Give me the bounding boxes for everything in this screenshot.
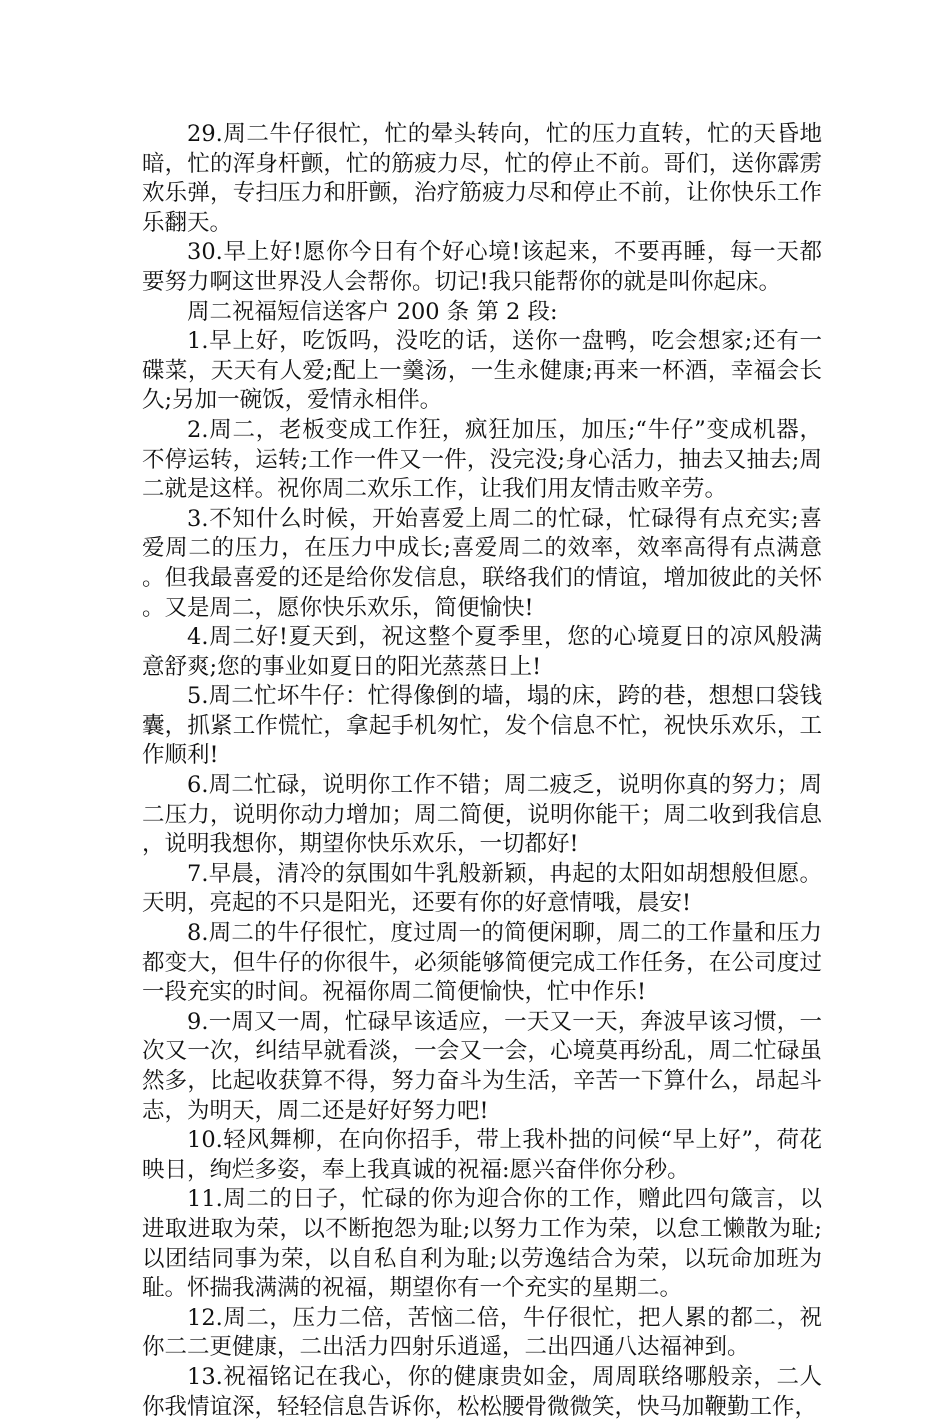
paragraph-item-30: 30.早上好!愿你今日有个好心境!该起来，不要再睡，每一天都要努力啊这世界没人会帮你。切记!我只能帮你的就是叫你起床。	[142, 239, 822, 295]
paragraph-item-6: 6.周二忙碌，说明你工作不错；周二疲乏，说明你真的努力；周二压力，说明你动力增加；周二简便，说明你能干；周二收到我信息，说明我想你，期望你快乐欢乐，一切都好!	[142, 772, 822, 858]
paragraph-item-12: 12.周二，压力二倍，苦恼二倍，牛仔很忙，把人累的都二，祝你二二更健康，二出活力四射乐逍遥，二出四通八达福神到。	[142, 1304, 822, 1361]
paragraph-item-7: 7.早晨，清冷的氛围如牛乳般新颖，冉起的太阳如胡想般但愿。天明，亮起的不只是阳光，还要有你的好意情哦，晨安!	[142, 860, 822, 917]
paragraph-item-13: 13.祝福铭记在我心，你的健康贵如金，周周联络哪般亲，二人你我情谊深，轻轻信息告诉你，松松腰骨微微笑，快马加鞭勤工作，	[142, 1363, 822, 1420]
paragraph-item-11: 11.周二的日子，忙碌的你为迎合你的工作，赠此四句箴言，以进取进取为荣，以不断抱怨为耻;以努力工作为荣，以怠工懒散为耻;以团结同事为荣，以自私自利为耻;以劳逸结合为荣，以玩命加班为耻。怀揣我满满的祝福，期望你有一个充实的星期二。	[142, 1186, 822, 1302]
paragraph-item-29: 29.周二牛仔很忙，忙的晕头转向，忙的压力直转，忙的天昏地暗，忙的浑身杆颤，忙的筋疲力尽，忙的停止不前。哥们，送你霹雳欢乐弹，专扫压力和肝颤，治疗筋疲力尽和停止不前，让你快乐工作乐翻天。	[142, 121, 822, 236]
paragraph-item-3: 3.不知什么时候，开始喜爱上周二的忙碌，忙碌得有点充实;喜爱周二的压力，在压力中成长;喜爱周二的效率，效率高得有点满意。但我最喜爱的还是给你发信息，联络我们的情谊，增加彼此的关怀。又是周二，愿你快乐欢乐，简便愉快!	[142, 505, 822, 621]
section-heading: 周二祝福短信送客户 200 条 第 2 段:	[187, 298, 558, 325]
paragraph-item-2: 2.周二，老板变成工作狂，疯狂加压，加压;“牛仔”变成机器，不停运转，运转;工作一件又一件，没完没;身心活力，抽去又抽去;周二就是这样。祝你周二欢乐工作，让我们用友情击败辛劳。	[142, 416, 822, 503]
paragraph-item-4: 4.周二好!夏天到，祝这整个夏季里，您的心境夏日的凉风般满意舒爽;您的事业如夏日的阳光蒸蒸日上!	[142, 624, 822, 680]
paragraph-item-5: 5.周二忙坏牛仔：忙得像倒的墙，塌的床，跨的巷，想想口袋钱囊，抓紧工作慌忙，拿起手机匆忙，发个信息不忙，祝快乐欢乐，工作顺利!	[142, 683, 822, 769]
paragraph-item-9: 9.一周又一周，忙碌早该适应，一天又一天，奔波早该习惯，一次又一次，纠结早就看淡，一会又一会，心境莫再纷乱，周二忙碌虽然多，比起收获算不得，努力奋斗为生活，辛苦一下算什么，昂起斗志，为明天，周二还是好好努力吧!	[142, 1008, 822, 1124]
paragraph-item-10: 10.轻风舞柳，在向你招手，带上我朴拙的问候“早上好”，荷花映日，绚烂多姿，奉上我真诚的祝福:愿兴奋伴你分秒。	[142, 1127, 822, 1183]
paragraph-item-8: 8.周二的牛仔很忙，度过周一的简便闲聊，周二的工作量和压力都变大，但牛仔的你很牛，必须能够简便完成工作任务，在公司度过一段充实的时间。祝福你周二简便愉快，忙中作乐!	[142, 920, 822, 1006]
paragraph-item-1: 1.早上好，吃饭吗，没吃的话，送你一盘鸭，吃会想家;还有一碟菜，天天有人爱;配上一羹汤，一生永健康;再来一杯酒，幸福会长久;另加一碗饭，爱情永相伴。	[142, 328, 822, 414]
document-body	[142, 120, 822, 1422]
